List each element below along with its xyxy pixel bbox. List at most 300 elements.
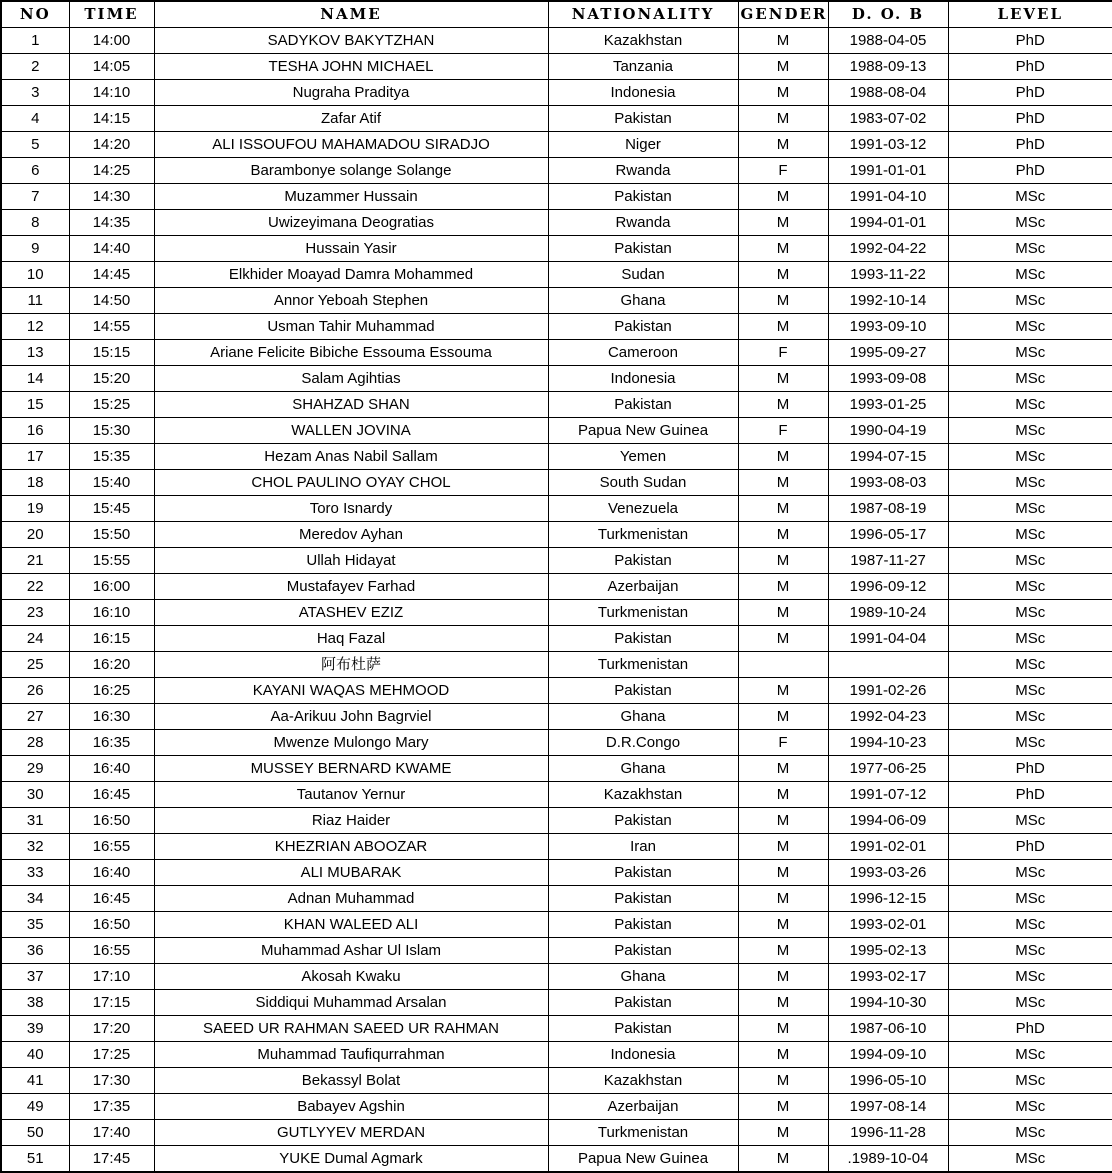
table-row — [1, 496, 1112, 522]
cell-dob: 1990-04-19 — [828, 418, 948, 444]
cell-level: MSc — [948, 340, 1112, 366]
cell-gender — [738, 652, 828, 678]
cell-nationality: Turkmenistan — [548, 1120, 738, 1146]
cell-name: Uwizeyimana Deogratias — [154, 210, 548, 236]
cell-gender: M — [738, 106, 828, 132]
cell-no: 49 — [1, 1094, 69, 1120]
cell-dob: 1995-09-27 — [828, 340, 948, 366]
cell-level: MSc — [948, 574, 1112, 600]
cell-nationality: Kazakhstan — [548, 28, 738, 54]
cell-nationality: Pakistan — [548, 808, 738, 834]
cell-time: 14:30 — [69, 184, 154, 210]
cell-level: PhD — [948, 54, 1112, 80]
cell-name: ALI ISSOUFOU MAHAMADOU SIRADJO — [154, 132, 548, 158]
table-row — [1, 938, 1112, 964]
cell-time: 14:05 — [69, 54, 154, 80]
cell-gender: M — [738, 1042, 828, 1068]
cell-dob: 1991-01-01 — [828, 158, 948, 184]
cell-dob: 1993-11-22 — [828, 262, 948, 288]
table-row — [1, 54, 1112, 80]
cell-name: Hezam Anas Nabil Sallam — [154, 444, 548, 470]
cell-nationality: Niger — [548, 132, 738, 158]
cell-gender: M — [738, 574, 828, 600]
cell-dob: 1996-05-10 — [828, 1068, 948, 1094]
cell-dob: 1993-02-17 — [828, 964, 948, 990]
cell-level: MSc — [948, 1068, 1112, 1094]
cell-level: PhD — [948, 834, 1112, 860]
cell-no: 38 — [1, 990, 69, 1016]
table-row — [1, 678, 1112, 704]
cell-gender: M — [738, 886, 828, 912]
cell-level: MSc — [948, 314, 1112, 340]
cell-no: 33 — [1, 860, 69, 886]
header-row — [1, 1, 1112, 28]
cell-dob: 1993-01-25 — [828, 392, 948, 418]
table-body — [1, 28, 1112, 1173]
cell-time: 16:50 — [69, 808, 154, 834]
cell-nationality: South Sudan — [548, 470, 738, 496]
cell-name: SAEED UR RAHMAN SAEED UR RAHMAN — [154, 1016, 548, 1042]
cell-gender: M — [738, 990, 828, 1016]
cell-nationality: Yemen — [548, 444, 738, 470]
cell-gender: M — [738, 626, 828, 652]
cell-no: 4 — [1, 106, 69, 132]
cell-gender: M — [738, 1146, 828, 1173]
cell-name: Ariane Felicite Bibiche Essouma Essouma — [154, 340, 548, 366]
cell-name: Muzammer Hussain — [154, 184, 548, 210]
cell-level: MSc — [948, 938, 1112, 964]
cell-dob: 1992-04-23 — [828, 704, 948, 730]
table-row — [1, 756, 1112, 782]
cell-time: 14:10 — [69, 80, 154, 106]
cell-level: MSc — [948, 366, 1112, 392]
cell-level: MSc — [948, 470, 1112, 496]
cell-no: 6 — [1, 158, 69, 184]
cell-no: 7 — [1, 184, 69, 210]
cell-time: 15:35 — [69, 444, 154, 470]
cell-time: 16:30 — [69, 704, 154, 730]
cell-nationality: Ghana — [548, 704, 738, 730]
cell-no: 51 — [1, 1146, 69, 1173]
cell-nationality: Pakistan — [548, 990, 738, 1016]
table-row — [1, 860, 1112, 886]
cell-nationality: Kazakhstan — [548, 782, 738, 808]
cell-dob: 1983-07-02 — [828, 106, 948, 132]
cell-time: 16:45 — [69, 782, 154, 808]
cell-no: 5 — [1, 132, 69, 158]
cell-name: Annor Yeboah Stephen — [154, 288, 548, 314]
cell-name: Akosah Kwaku — [154, 964, 548, 990]
cell-dob: 1991-04-10 — [828, 184, 948, 210]
cell-no: 1 — [1, 28, 69, 54]
cell-gender: M — [738, 756, 828, 782]
table-row — [1, 1042, 1112, 1068]
cell-no: 50 — [1, 1120, 69, 1146]
cell-dob: 1992-10-14 — [828, 288, 948, 314]
cell-no: 13 — [1, 340, 69, 366]
cell-nationality: D.R.Congo — [548, 730, 738, 756]
cell-gender: M — [738, 678, 828, 704]
table-row — [1, 1120, 1112, 1146]
cell-gender: M — [738, 54, 828, 80]
cell-dob: 1992-04-22 — [828, 236, 948, 262]
cell-level: MSc — [948, 522, 1112, 548]
cell-no: 28 — [1, 730, 69, 756]
cell-no: 21 — [1, 548, 69, 574]
cell-no: 34 — [1, 886, 69, 912]
cell-nationality: Turkmenistan — [548, 522, 738, 548]
cell-name: KHEZRIAN ABOOZAR — [154, 834, 548, 860]
cell-gender: M — [738, 860, 828, 886]
cell-time: 17:45 — [69, 1146, 154, 1173]
cell-no: 19 — [1, 496, 69, 522]
cell-dob: 1977-06-25 — [828, 756, 948, 782]
table-row — [1, 444, 1112, 470]
cell-nationality: Pakistan — [548, 678, 738, 704]
cell-nationality: Indonesia — [548, 366, 738, 392]
cell-nationality: Pakistan — [548, 1016, 738, 1042]
cell-name: Riaz Haider — [154, 808, 548, 834]
cell-dob: 1993-02-01 — [828, 912, 948, 938]
cell-time: 14:40 — [69, 236, 154, 262]
cell-nationality: Pakistan — [548, 392, 738, 418]
cell-time: 16:15 — [69, 626, 154, 652]
cell-nationality: Venezuela — [548, 496, 738, 522]
table-row — [1, 366, 1112, 392]
cell-time: 14:20 — [69, 132, 154, 158]
cell-gender: F — [738, 730, 828, 756]
cell-no: 26 — [1, 678, 69, 704]
cell-time: 16:35 — [69, 730, 154, 756]
cell-time: 16:40 — [69, 860, 154, 886]
table-row — [1, 132, 1112, 158]
cell-dob — [828, 652, 948, 678]
cell-no: 30 — [1, 782, 69, 808]
cell-name: Mwenze Mulongo Mary — [154, 730, 548, 756]
cell-time: 14:35 — [69, 210, 154, 236]
table-row — [1, 262, 1112, 288]
cell-nationality: Indonesia — [548, 80, 738, 106]
cell-level: MSc — [948, 418, 1112, 444]
table-row — [1, 106, 1112, 132]
cell-no: 35 — [1, 912, 69, 938]
cell-no: 9 — [1, 236, 69, 262]
cell-name: ATASHEV EZIZ — [154, 600, 548, 626]
cell-no: 12 — [1, 314, 69, 340]
cell-no: 11 — [1, 288, 69, 314]
cell-no: 29 — [1, 756, 69, 782]
cell-dob: 1987-11-27 — [828, 548, 948, 574]
cell-no: 37 — [1, 964, 69, 990]
cell-nationality: Pakistan — [548, 314, 738, 340]
table-row — [1, 704, 1112, 730]
cell-nationality: Ghana — [548, 756, 738, 782]
cell-dob: 1987-06-10 — [828, 1016, 948, 1042]
cell-no: 25 — [1, 652, 69, 678]
cell-time: 17:40 — [69, 1120, 154, 1146]
cell-no: 10 — [1, 262, 69, 288]
cell-nationality: Pakistan — [548, 860, 738, 886]
table-row — [1, 470, 1112, 496]
cell-no: 27 — [1, 704, 69, 730]
cell-level: MSc — [948, 496, 1112, 522]
cell-level: MSc — [948, 288, 1112, 314]
cell-name: Zafar Atif — [154, 106, 548, 132]
cell-dob: 1997-08-14 — [828, 1094, 948, 1120]
cell-time: 15:45 — [69, 496, 154, 522]
table-row — [1, 1068, 1112, 1094]
cell-name: Siddiqui Muhammad Arsalan — [154, 990, 548, 1016]
table-row — [1, 340, 1112, 366]
table-row — [1, 730, 1112, 756]
cell-no: 15 — [1, 392, 69, 418]
cell-level: PhD — [948, 132, 1112, 158]
cell-level: MSc — [948, 886, 1112, 912]
cell-nationality: Pakistan — [548, 886, 738, 912]
cell-time: 17:20 — [69, 1016, 154, 1042]
cell-dob: 1995-02-13 — [828, 938, 948, 964]
cell-nationality: Azerbaijan — [548, 1094, 738, 1120]
cell-nationality: Papua New Guinea — [548, 418, 738, 444]
cell-name: Hussain Yasir — [154, 236, 548, 262]
cell-nationality: Ghana — [548, 964, 738, 990]
cell-gender: M — [738, 262, 828, 288]
cell-nationality: Azerbaijan — [548, 574, 738, 600]
cell-name: Ullah Hidayat — [154, 548, 548, 574]
cell-nationality: Sudan — [548, 262, 738, 288]
cell-nationality: Kazakhstan — [548, 1068, 738, 1094]
cell-dob: 1996-09-12 — [828, 574, 948, 600]
cell-dob: 1987-08-19 — [828, 496, 948, 522]
cell-level: MSc — [948, 860, 1112, 886]
cell-gender: M — [738, 782, 828, 808]
cell-time: 16:25 — [69, 678, 154, 704]
column-header-gender: GENDER — [738, 1, 828, 28]
table-row — [1, 652, 1112, 678]
table-row — [1, 80, 1112, 106]
cell-gender: M — [738, 704, 828, 730]
table-row — [1, 964, 1112, 990]
cell-nationality: Pakistan — [548, 938, 738, 964]
cell-no: 3 — [1, 80, 69, 106]
cell-gender: M — [738, 470, 828, 496]
cell-time: 15:40 — [69, 470, 154, 496]
table-row — [1, 548, 1112, 574]
cell-dob: 1996-12-15 — [828, 886, 948, 912]
cell-gender: M — [738, 964, 828, 990]
cell-time: 16:20 — [69, 652, 154, 678]
cell-time: 17:10 — [69, 964, 154, 990]
cell-level: MSc — [948, 600, 1112, 626]
table-row — [1, 236, 1112, 262]
cell-dob: 1996-11-28 — [828, 1120, 948, 1146]
cell-gender: M — [738, 132, 828, 158]
cell-level: MSc — [948, 990, 1112, 1016]
cell-gender: M — [738, 210, 828, 236]
cell-level: MSc — [948, 1146, 1112, 1173]
cell-no: 36 — [1, 938, 69, 964]
cell-no: 23 — [1, 600, 69, 626]
cell-no: 8 — [1, 210, 69, 236]
cell-name: Barambonye solange Solange — [154, 158, 548, 184]
cell-level: MSc — [948, 1042, 1112, 1068]
cell-no: 20 — [1, 522, 69, 548]
cell-time: 16:55 — [69, 938, 154, 964]
column-header-time: TIME — [69, 1, 154, 28]
cell-dob: 1988-04-05 — [828, 28, 948, 54]
cell-gender: M — [738, 1068, 828, 1094]
cell-name: Muhammad Ashar Ul Islam — [154, 938, 548, 964]
table-row — [1, 808, 1112, 834]
cell-name: Meredov Ayhan — [154, 522, 548, 548]
cell-gender: M — [738, 80, 828, 106]
cell-gender: M — [738, 366, 828, 392]
table-row — [1, 158, 1112, 184]
table-row — [1, 184, 1112, 210]
cell-name: Nugraha Praditya — [154, 80, 548, 106]
cell-nationality: Iran — [548, 834, 738, 860]
cell-time: 14:45 — [69, 262, 154, 288]
cell-level: MSc — [948, 652, 1112, 678]
cell-level: PhD — [948, 80, 1112, 106]
table-row — [1, 1016, 1112, 1042]
cell-nationality: Cameroon — [548, 340, 738, 366]
cell-name: SADYKOV BAKYTZHAN — [154, 28, 548, 54]
table-row — [1, 574, 1112, 600]
cell-name: Aa-Arikuu John Bagrviel — [154, 704, 548, 730]
cell-no: 31 — [1, 808, 69, 834]
cell-nationality: Pakistan — [548, 912, 738, 938]
cell-time: 17:15 — [69, 990, 154, 1016]
cell-no: 22 — [1, 574, 69, 600]
cell-dob: 1991-07-12 — [828, 782, 948, 808]
cell-time: 17:35 — [69, 1094, 154, 1120]
cell-dob: .1989-10-04 — [828, 1146, 948, 1173]
cell-nationality: Pakistan — [548, 184, 738, 210]
table-row — [1, 782, 1112, 808]
cell-dob: 1994-09-10 — [828, 1042, 948, 1068]
cell-level: MSc — [948, 392, 1112, 418]
cell-name: GUTLYYEV MERDAN — [154, 1120, 548, 1146]
cell-time: 16:00 — [69, 574, 154, 600]
cell-time: 16:40 — [69, 756, 154, 782]
cell-gender: M — [738, 548, 828, 574]
cell-gender: M — [738, 392, 828, 418]
cell-name: YUKE Dumal Agmark — [154, 1146, 548, 1173]
column-header-name: NAME — [154, 1, 548, 28]
cell-time: 14:50 — [69, 288, 154, 314]
cell-gender: M — [738, 288, 828, 314]
cell-time: 15:50 — [69, 522, 154, 548]
cell-nationality: Pakistan — [548, 626, 738, 652]
cell-no: 32 — [1, 834, 69, 860]
column-header-dob: D. O. B — [828, 1, 948, 28]
cell-name: Toro Isnardy — [154, 496, 548, 522]
cell-level: MSc — [948, 1094, 1112, 1120]
column-header-nationality: NATIONALITY — [548, 1, 738, 28]
cell-dob: 1988-08-04 — [828, 80, 948, 106]
cell-name: Usman Tahir Muhammad — [154, 314, 548, 340]
cell-time: 14:55 — [69, 314, 154, 340]
cell-dob: 1993-09-08 — [828, 366, 948, 392]
cell-nationality: Rwanda — [548, 210, 738, 236]
table-row — [1, 1146, 1112, 1173]
cell-time: 16:50 — [69, 912, 154, 938]
column-header-level: LEVEL — [948, 1, 1112, 28]
cell-gender: M — [738, 1016, 828, 1042]
cell-level: MSc — [948, 184, 1112, 210]
cell-nationality: Turkmenistan — [548, 600, 738, 626]
cell-gender: M — [738, 28, 828, 54]
cell-dob: 1996-05-17 — [828, 522, 948, 548]
table-row — [1, 834, 1112, 860]
cell-dob: 1994-10-30 — [828, 990, 948, 1016]
cell-time: 15:25 — [69, 392, 154, 418]
cell-dob: 1991-02-26 — [828, 678, 948, 704]
cell-name: Salam Agihtias — [154, 366, 548, 392]
cell-time: 16:55 — [69, 834, 154, 860]
cell-level: PhD — [948, 756, 1112, 782]
cell-level: PhD — [948, 158, 1112, 184]
cell-level: MSc — [948, 678, 1112, 704]
cell-name: Bekassyl Bolat — [154, 1068, 548, 1094]
cell-nationality: Papua New Guinea — [548, 1146, 738, 1173]
cell-name: MUSSEY BERNARD KWAME — [154, 756, 548, 782]
cell-name: WALLEN JOVINA — [154, 418, 548, 444]
cell-name: TESHA JOHN MICHAEL — [154, 54, 548, 80]
cell-level: PhD — [948, 106, 1112, 132]
cell-dob: 1993-09-10 — [828, 314, 948, 340]
cell-nationality: Tanzania — [548, 54, 738, 80]
cell-gender: F — [738, 340, 828, 366]
cell-level: MSc — [948, 1120, 1112, 1146]
cell-level: MSc — [948, 704, 1112, 730]
cell-time: 17:25 — [69, 1042, 154, 1068]
cell-dob: 1991-03-12 — [828, 132, 948, 158]
table-row — [1, 626, 1112, 652]
column-header-no: NO — [1, 1, 69, 28]
table-row — [1, 990, 1112, 1016]
cell-gender: M — [738, 184, 828, 210]
cell-dob: 1989-10-24 — [828, 600, 948, 626]
table-row — [1, 912, 1112, 938]
cell-gender: F — [738, 158, 828, 184]
cell-gender: M — [738, 938, 828, 964]
cell-gender: M — [738, 314, 828, 340]
cell-gender: M — [738, 600, 828, 626]
cell-no: 14 — [1, 366, 69, 392]
cell-level: PhD — [948, 1016, 1112, 1042]
cell-name: KAYANI WAQAS MEHMOOD — [154, 678, 548, 704]
cell-dob: 1988-09-13 — [828, 54, 948, 80]
cell-gender: M — [738, 834, 828, 860]
cell-name: SHAHZAD SHAN — [154, 392, 548, 418]
table-row — [1, 600, 1112, 626]
cell-time: 14:00 — [69, 28, 154, 54]
cell-dob: 1994-10-23 — [828, 730, 948, 756]
cell-gender: M — [738, 496, 828, 522]
cell-nationality: Indonesia — [548, 1042, 738, 1068]
cell-dob: 1994-06-09 — [828, 808, 948, 834]
cell-nationality: Rwanda — [548, 158, 738, 184]
cell-name: CHOL PAULINO OYAY CHOL — [154, 470, 548, 496]
cell-no: 40 — [1, 1042, 69, 1068]
cell-nationality: Pakistan — [548, 236, 738, 262]
cell-gender: M — [738, 236, 828, 262]
cell-dob: 1994-07-15 — [828, 444, 948, 470]
cell-name: Adnan Muhammad — [154, 886, 548, 912]
table-row — [1, 1094, 1112, 1120]
